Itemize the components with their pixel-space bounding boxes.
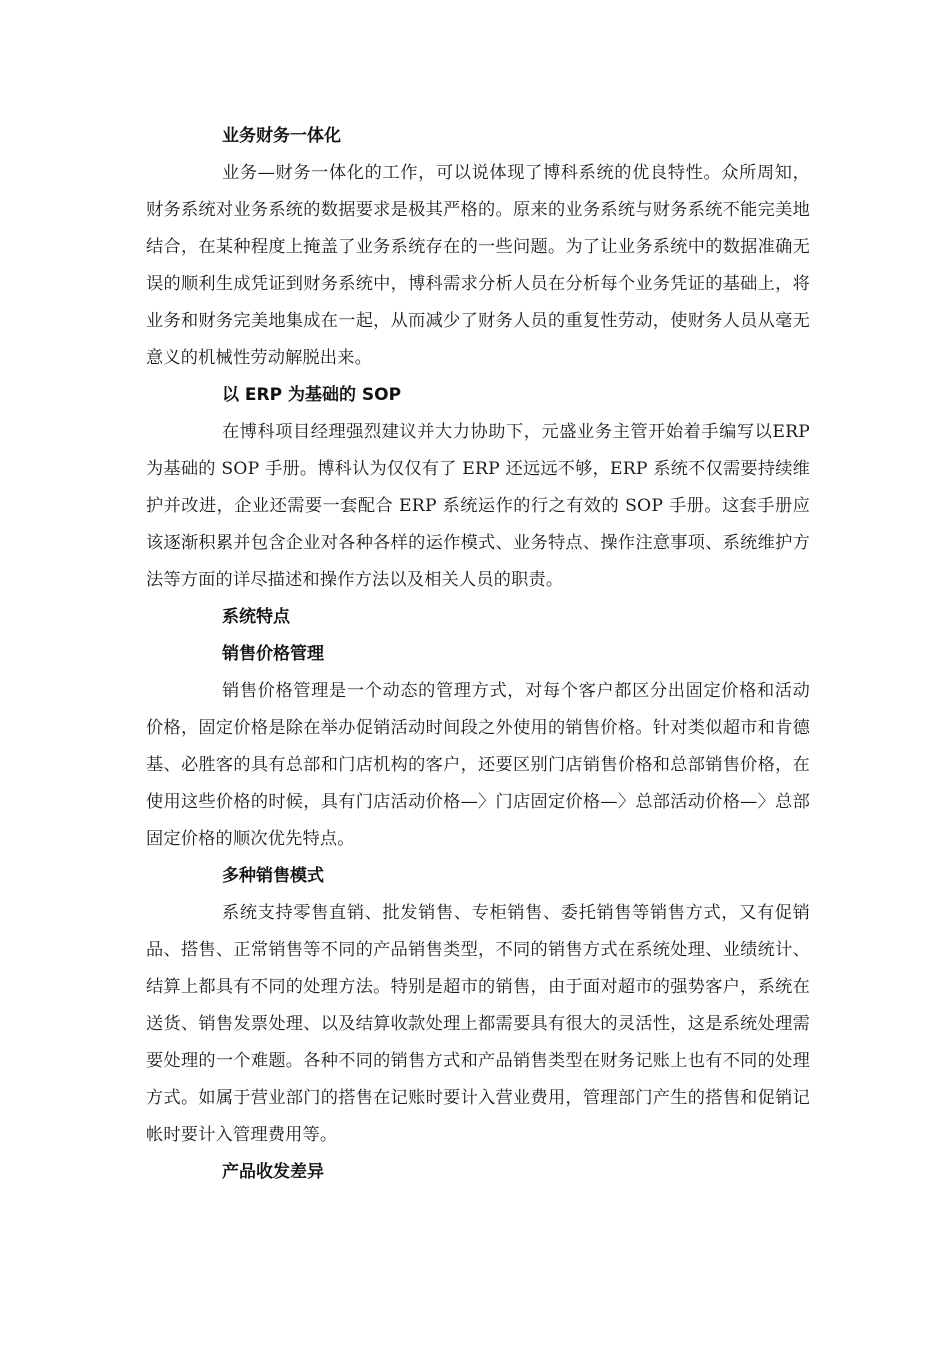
paragraph-erp-based-sop: 在博科项目经理强烈建议并大力协助下，元盛业务主管开始着手编写以ERP为基础的 SOP 手册。博科认为仅仅有了 ERP 还远远不够，ERP 系统不仅需要持续维护并改进，企业还需要一套配合 ERP 系统运作的行之有效的 SOP 手册。这套手册应该逐渐积累并包含企业对各种各样的运作模式、业务特点、操作注意事项、系统维护方法等方面的详尽描述和操作方法以及相关人员的职责。	[146, 422, 810, 590]
paragraph-multiple-sales-modes: 系统支持零售直销、批发销售、专柜销售、委托销售等销售方式，又有促销品、搭售、正常销售等不同的产品销售类型，不同的销售方式在系统处理、业绩统计、结算上都具有不同的处理方法。特别是超市的销售，由于面对超市的强势客户，系统在送货、销售发票处理、以及结算收款处理上都需要具有很大的灵活性，这是系统处理需要处理的一个难题。各种不同的销售方式和产品销售类型在财务记账上也有不同的处理方式。如属于营业部门的搭售在记账时要计入营业费用，管理部门产生的搭售和促销记帐时要计入管理费用等。	[146, 903, 810, 1145]
heading-product-shipment-differences: 产品收发差异	[222, 1162, 324, 1182]
heading-sales-price-management: 销售价格管理	[222, 644, 324, 664]
heading-system-features: 系统特点	[222, 607, 290, 627]
heading-multiple-sales-modes: 多种销售模式	[222, 866, 324, 886]
paragraph-sales-price-management: 销售价格管理是一个动态的管理方式，对每个客户都区分出固定价格和活动价格，固定价格是除在举办促销活动时间段之外使用的销售价格。针对类似超市和肯德基、必胜客的具有总部和门店机构的客户，还要区别门店销售价格和总部销售价格，在使用这些价格的时候，具有门店活动价格—〉门店固定价格—〉总部活动价格—〉总部固定价格的顺次优先特点。	[146, 681, 810, 849]
heading-business-finance-integration: 业务财务一体化	[222, 126, 341, 146]
paragraph-business-finance-integration: 业务—财务一体化的工作，可以说体现了博科系统的优良特性。众所周知，财务系统对业务系统的数据要求是极其严格的。原来的业务系统与财务系统不能完美地结合，在某种程度上掩盖了业务系统存在的一些问题。为了让业务系统中的数据准确无误的顺利生成凭证到财务系统中，博科需求分析人员在分析每个业务凭证的基础上，将业务和财务完美地集成在一起，从而减少了财务人员的重复性劳动，使财务人员从毫无意义的机械性劳动解脱出来。	[146, 163, 810, 368]
heading-erp-based-sop: 以 ERP 为基础的 SOP	[222, 385, 402, 405]
document-page	[146, 118, 810, 1191]
